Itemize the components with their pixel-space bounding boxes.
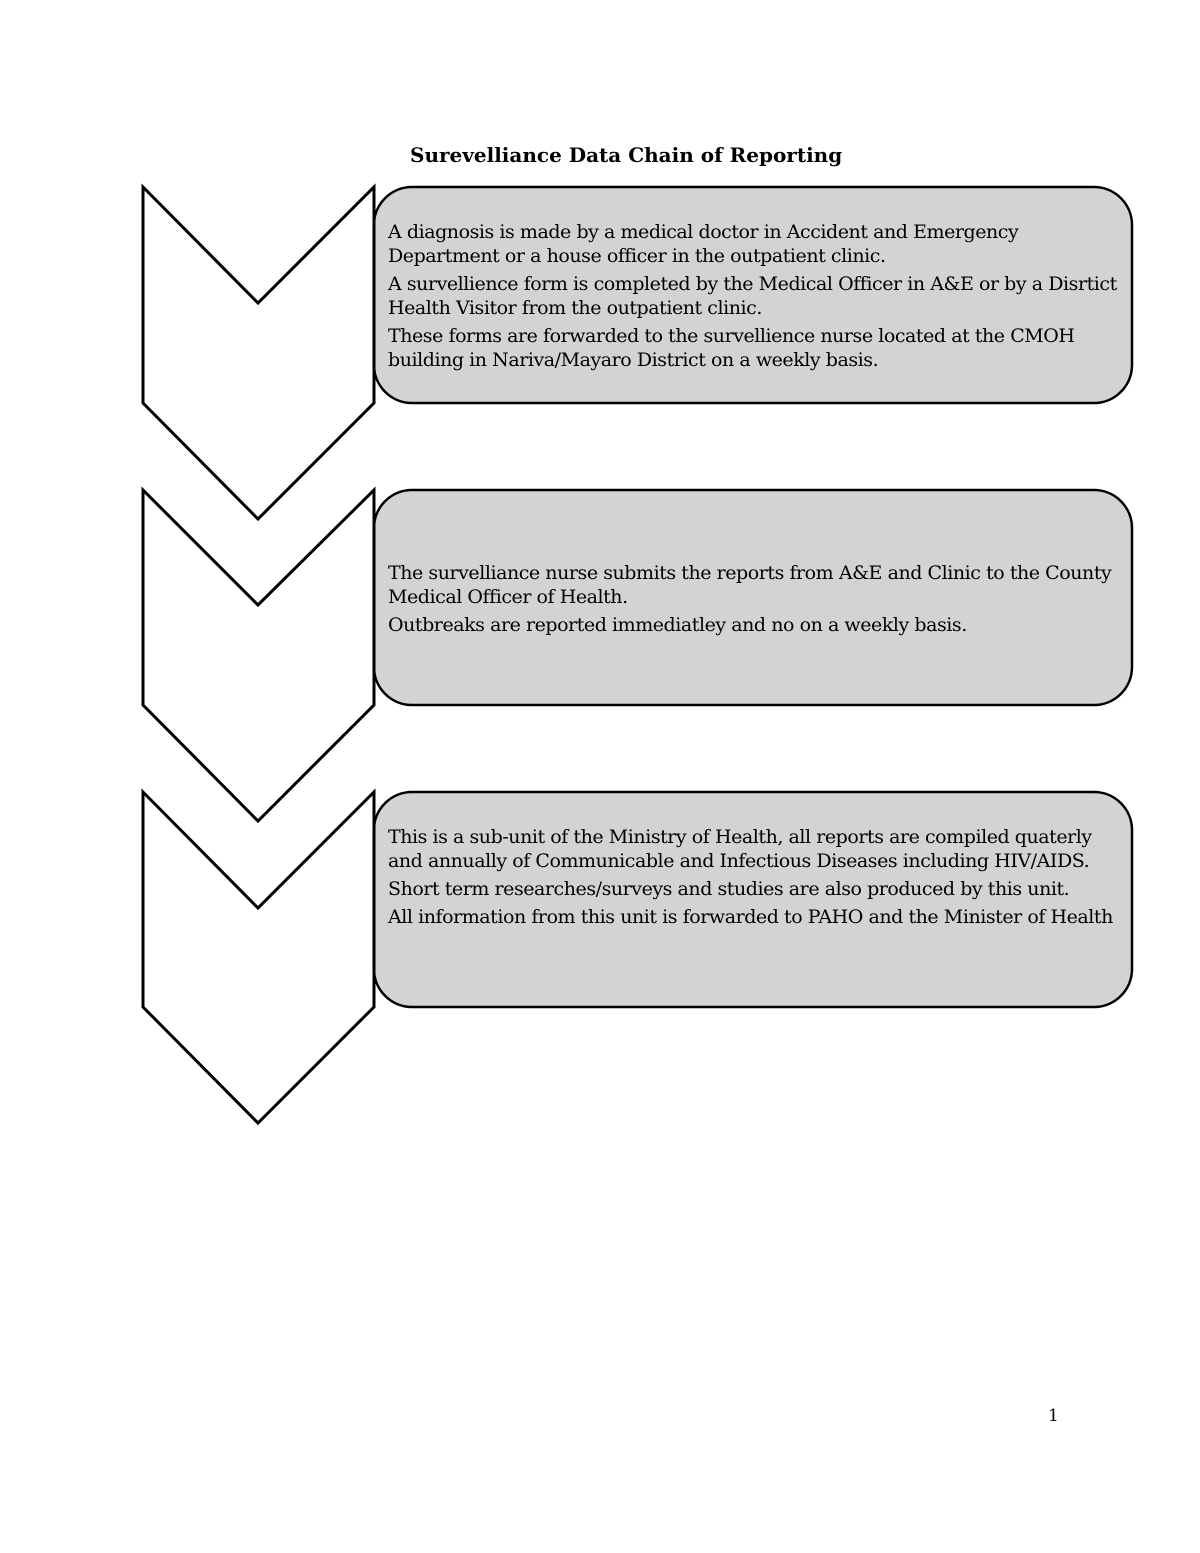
step-2-paragraph-2: Outbreaks are reported immediatley and no on a weekly basis. <box>388 614 967 636</box>
step-2-paragraph-1: The survelliance nurse submits the reports from A&E and Clinic to the County Medical Officer of Health. <box>388 562 1112 608</box>
chevron-1 <box>143 187 374 519</box>
chevron-2 <box>143 490 374 821</box>
step-2-text <box>388 561 1118 641</box>
step-1-paragraph-3: These forms are forwarded to the survellience nurse located at the CMOH building in Nariva/Mayaro District on a weekly basis. <box>388 325 1075 371</box>
page-title: Surevelliance Data Chain of Reporting <box>410 143 843 167</box>
step-3-paragraph-3: All information from this unit is forwarded to PAHO and the Minister of Health <box>388 906 1113 928</box>
step-1-paragraph-2: A survellience form is completed by the Medical Officer in A&E or by a Disrtict Health Visitor from the outpatient clinic. <box>388 273 1117 319</box>
step-3-text <box>388 825 1118 933</box>
step-1-text <box>388 220 1118 376</box>
page-number: 1 <box>1048 1406 1059 1426</box>
step-3-paragraph-1: This is a sub-unit of the Ministry of Health, all reports are compiled quaterly and annually of Communicable and Infectious Diseases including HIV/AIDS. <box>388 826 1092 872</box>
step-3-paragraph-2: Short term researches/surveys and studies are also produced by this unit. <box>388 878 1070 900</box>
chevron-3 <box>143 792 374 1123</box>
step-1-paragraph-1: A diagnosis is made by a medical doctor in Accident and Emergency Department or a house officer in the outpatient clinic. <box>388 221 1019 267</box>
